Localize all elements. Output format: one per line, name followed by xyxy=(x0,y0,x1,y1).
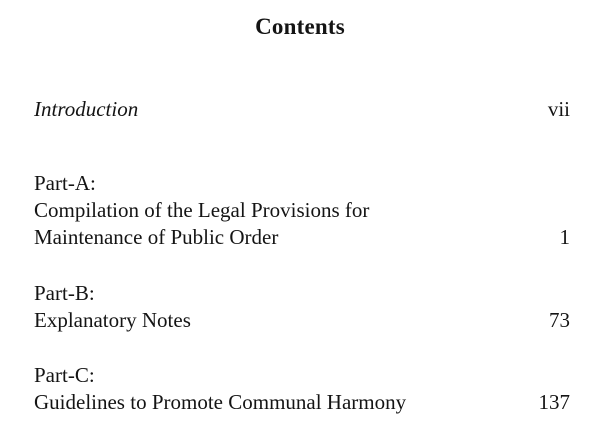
toc-entry-part-a-page: 1 xyxy=(559,225,570,249)
page-title: Contents xyxy=(255,14,345,39)
toc-entry-introduction-label: Introduction xyxy=(34,97,139,121)
toc-entry-part-b-title: Explanatory Notes xyxy=(34,308,191,332)
toc-entry-part-a-heading: Part-A: xyxy=(34,171,96,195)
toc-entry-part-a-title-line-1: Compilation of the Legal Provisions for xyxy=(34,198,370,222)
toc-entry-part-b-heading: Part-B: xyxy=(34,281,95,305)
toc-entry-part-c-title: Guidelines to Promote Communal Harmony xyxy=(34,390,407,414)
toc-entry-part-a-title-line-2: Maintenance of Public Order xyxy=(34,225,279,249)
toc-entry-part-b-page: 73 xyxy=(549,308,570,332)
toc-entry-part-c-heading: Part-C: xyxy=(34,363,95,387)
toc-entry-part-c-page: 137 xyxy=(538,390,570,414)
toc-entry-introduction-page: vii xyxy=(547,97,570,121)
